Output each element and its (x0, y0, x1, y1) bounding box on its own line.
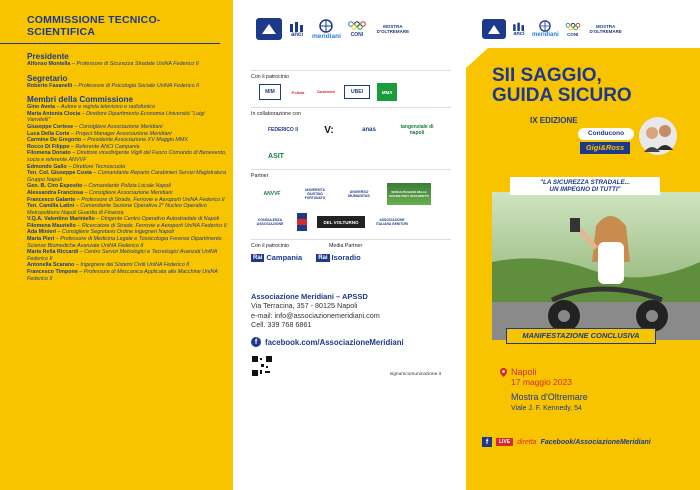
committee-panel (0, 0, 233, 490)
location-pin-icon (500, 368, 507, 377)
signum-credit: signumcomunicazione.it (389, 372, 441, 378)
qr-code-icon[interactable] (251, 355, 273, 377)
polizia-logo: Polizia (291, 89, 305, 95)
hosts-photo (638, 116, 684, 156)
edition-label: IX EDIZIONE (530, 116, 578, 125)
member-role: – Direttore vicedirigente Vigili del Fuoco Comando di Benevento, socia e referente ANVVF (27, 150, 227, 163)
cover-mostra-logo (587, 24, 625, 34)
member-entry (27, 197, 227, 204)
event-date: 17 maggio 2023 (511, 377, 572, 387)
rai-icon: Rai (253, 254, 263, 261)
member-name: Ten. Camilla Latini (27, 203, 75, 210)
member-name: Gino Aveta (27, 104, 56, 111)
cover-anci-logo (512, 21, 526, 37)
member-name: Ten. Col. Giuseppe Costa (27, 170, 92, 177)
member-role: – Professore di Psicologia Sociale UniNA Federico II (73, 82, 200, 89)
title-line-1: SII SAGGIO, (492, 65, 602, 86)
member-entry (27, 269, 227, 282)
rai-campania-logo (251, 253, 302, 262)
member-entry (27, 229, 227, 236)
flag-logo (295, 212, 309, 232)
event-info (500, 367, 588, 412)
rai-icon-2: Rai (318, 254, 328, 261)
facebook-link[interactable]: facebook.com/AssociazioneMeridiani (265, 337, 404, 347)
member-entry (27, 249, 227, 262)
coni-logo (348, 20, 366, 38)
member-name: Filomena Mauriello (27, 222, 76, 229)
member-name: Alessandra Franciosa (27, 189, 84, 196)
member-role: – Comandante Polizia Locale Napoli (83, 183, 171, 190)
patrocinio-label: Con il patrocinio (251, 74, 289, 80)
member-name: Rocco Di Filippo (27, 143, 70, 150)
asit-logo: ASIT (268, 152, 284, 160)
member-name: Giuseppe Cortese (27, 123, 74, 130)
partners-panel (233, 0, 466, 490)
member-role: – Centro Servizi Metrologici e Tecnologici Avanzati UniNA Federico II (27, 249, 218, 262)
anci-logo (289, 20, 305, 38)
member-role: – Professore di Meccanica Applicata alle Macchine UniNA Federico II (27, 269, 218, 282)
cover-coni-logo (565, 22, 581, 37)
member-name: Ada Minieri (27, 229, 57, 236)
member-role: – Project Manager Associazione Meridiani (71, 130, 172, 137)
event-photo (492, 179, 700, 340)
member-role: – Autore e regista televisivo e radiofonico (56, 104, 155, 111)
member-name: Edmondo Gallo (27, 163, 67, 170)
event-title (492, 66, 632, 106)
member-entry (27, 124, 227, 131)
meridiani-logo-text: meridiani (312, 32, 341, 40)
member-role: – Comandante Reparto Carabinieri Servizi Magistratura Gruppo Napoli (27, 170, 227, 183)
member-entry (27, 131, 227, 138)
member-role: – Consigliere Segretario Ordine Ingegneri Napoli (57, 229, 174, 236)
anci-logo-text: anci (290, 32, 303, 38)
member-name: Maria Pieri (27, 236, 55, 243)
member-entry (27, 170, 227, 183)
volturno-logo: DEL VOLTURNO (317, 216, 365, 228)
member-role: – Ricercatore di Strade, Ferrovie e Aeroporti UniNA Federico II (77, 222, 227, 229)
member-entry (27, 203, 227, 216)
assoc-email[interactable]: e-mail: info@associazionemeridiani.com (251, 310, 380, 320)
section-title: Presidente (27, 52, 69, 61)
slogan (510, 177, 660, 195)
member-entry (27, 216, 227, 223)
event-city: Napoli (511, 367, 537, 377)
member-entry (27, 61, 227, 68)
member-role: – Direttore Tecnoscuola (68, 163, 126, 170)
member-name: Filomena Donato (27, 150, 71, 157)
member-name: Maria Antonia Ciocia (27, 110, 81, 117)
committee-heading: COMMISSIONE TECNICO-SCIENTIFICA (27, 14, 161, 38)
live-row[interactable] (482, 437, 651, 447)
cover-coni-text: CONI (567, 31, 579, 37)
unigiustino-logo: UNIVERSITÀ GIUSTINO FORTUNATO (304, 188, 326, 200)
spada-logo: SPADA PIASANO DELLE SICURE PER I SUOI DIRITTI (387, 183, 431, 205)
member-name: Roberto Fasanelli (27, 82, 73, 89)
member-entry (27, 223, 227, 230)
mmx-logo: MMX (377, 83, 397, 101)
rai-isoradio-logo (316, 253, 361, 262)
top-logo-row (251, 0, 466, 58)
member-entry (27, 144, 227, 151)
member-entry (27, 150, 227, 163)
member-name: Francesco Timpone (27, 269, 78, 276)
cover-meridiani-text: meridiani (532, 32, 559, 38)
event-venue: Mostra d'Oltremare (511, 392, 588, 402)
member-name: Luca Della Corte (27, 130, 70, 137)
mostra-logo-text: MOSTRA D'OLTREMARE (376, 24, 410, 34)
collab-logos (251, 121, 451, 163)
hosts-badge: Gigi&Ross (580, 142, 630, 154)
cover-panel (466, 0, 700, 490)
collab-label: In collaborazione con (251, 111, 302, 117)
consulenza-logo: CONSULENZA ASSOCIAZIONE (256, 218, 284, 226)
live-text-link[interactable]: Facebook/AssociazioneMeridiani (540, 438, 651, 446)
meridiani-logo (312, 19, 341, 40)
member-name: V.Q.A. Valentino Mariniello (27, 216, 95, 223)
member-entry (27, 83, 227, 90)
mim-logo: MIM (259, 84, 281, 100)
committee-list (27, 52, 227, 282)
federico-logo: FEDERICO II (267, 127, 298, 133)
member-role: – Direttore Dipartimento Economia Università "Luigi Vanvitelli" (27, 110, 205, 124)
assoc-name: Associazione Meridiani – APSSD (251, 292, 368, 301)
member-entry (27, 111, 227, 124)
member-name: Gen. B. Ciro Esposito (27, 183, 83, 190)
media-label: Media Partner (328, 243, 363, 249)
member-entry (27, 104, 227, 111)
facebook-row[interactable] (251, 337, 466, 347)
member-role: – Consigliere Associazione Meridiani (74, 123, 163, 130)
mostra-logo (373, 24, 413, 34)
title-line-2: GUIDA SICURO (492, 85, 632, 106)
section-title: Segretario (27, 73, 68, 83)
v-logo: V: (324, 124, 334, 136)
member-role: – Ingegnere dei Sistemi Civili UniNA Federico II (75, 262, 190, 269)
region-logo (256, 18, 282, 40)
scooter-girl-illustration (492, 192, 700, 340)
patrocinio-logos (251, 83, 451, 101)
anas-logo: anas (362, 127, 376, 133)
member-entry (27, 164, 227, 171)
contact-block (251, 292, 466, 329)
rai-logos (251, 253, 466, 262)
ubei-logo: UBEI (344, 85, 370, 99)
member-entry (27, 183, 227, 190)
member-role: – Professore di Sicurezza Stradale UniNA Federico II (71, 61, 199, 67)
facebook-icon: f (251, 337, 261, 347)
tangenziale-logo: tangenziale di napoli (400, 124, 434, 136)
cover-mostra-text: MOSTRA D'OLTREMARE (589, 24, 622, 34)
section-title: Membri della Commissione (27, 95, 134, 105)
member-entry (27, 236, 227, 249)
member-name: Alfonso Montella (27, 61, 71, 67)
member-entry (27, 262, 227, 269)
coni-logo-text: CONI (350, 32, 364, 38)
partner-logos (251, 183, 451, 233)
heading-divider (0, 43, 220, 44)
carabinieri-logo: Carabinieri (316, 90, 336, 94)
member-entry (27, 190, 227, 197)
slogan-line-1: "LA SICUREZZA STRADALE... (540, 179, 630, 186)
universo-logo: UNIVERSO MUMANITAS (348, 190, 370, 198)
member-role: – Professore di Medicina Legale e Tossicologia Forense Dipartimento Scienze Biomediche Avanzate UniNA Federico II (27, 236, 222, 249)
member-role: – Presidente Associazione XV Maggio MMX (82, 137, 189, 144)
cover-meridiani-logo (532, 20, 559, 38)
slogan-line-2: UN IMPEGNO DI TUTTI" (549, 186, 621, 193)
partner-label: Partner (251, 173, 269, 179)
genitori-logo: ASSOCIAZIONE ITALIANA GENITORI (376, 218, 408, 226)
rai-isoradio-text: Isoradio (331, 253, 361, 262)
conclusion-banner: MANIFESTAZIONE CONCLUSIVA (506, 328, 656, 344)
conducono-badge: Conducono (578, 128, 634, 140)
assoc-cell: Cell. 339 768 6861 (251, 319, 312, 329)
member-role: – Comandante Sezione Operativa 2° Nucleo Operativo Metropolitano Napoli Guardia di Finanza (27, 203, 207, 216)
member-name: Antonella Scarano (27, 262, 75, 269)
member-entry (27, 137, 227, 144)
cover-anci-text: anci (513, 31, 525, 37)
live-text-prefix: diretta (517, 438, 537, 446)
member-role: – Consigliere Associazione Meridiani (84, 189, 173, 196)
rai-campania-text: Campania (266, 253, 303, 262)
member-name: Maria Rella Riccardi (27, 249, 79, 256)
facebook-live-icon: f (482, 437, 492, 447)
patrocinio2-label: Con il patrocinio (251, 243, 289, 249)
live-badge: LIVE (496, 438, 513, 446)
assoc-address: Via Terracina, 357 - 80125 Napoli (251, 301, 358, 311)
venue-address: Viale J. F. Kennedy, 54 (511, 405, 582, 412)
member-role: – Dirigente Centro Operativo Autostradale di Napoli (96, 216, 219, 223)
cover-region-logo (482, 19, 506, 39)
anvvf-logo: ANVVF (263, 191, 281, 197)
member-role: – Professore di Strade, Ferrovie e Aeroporti UniNA Federico II (76, 196, 225, 203)
member-name: Francesco Galante (27, 196, 76, 203)
member-name: Carmine De Gregorio (27, 137, 82, 144)
member-role: – Referente ANCI Campania (71, 143, 140, 150)
